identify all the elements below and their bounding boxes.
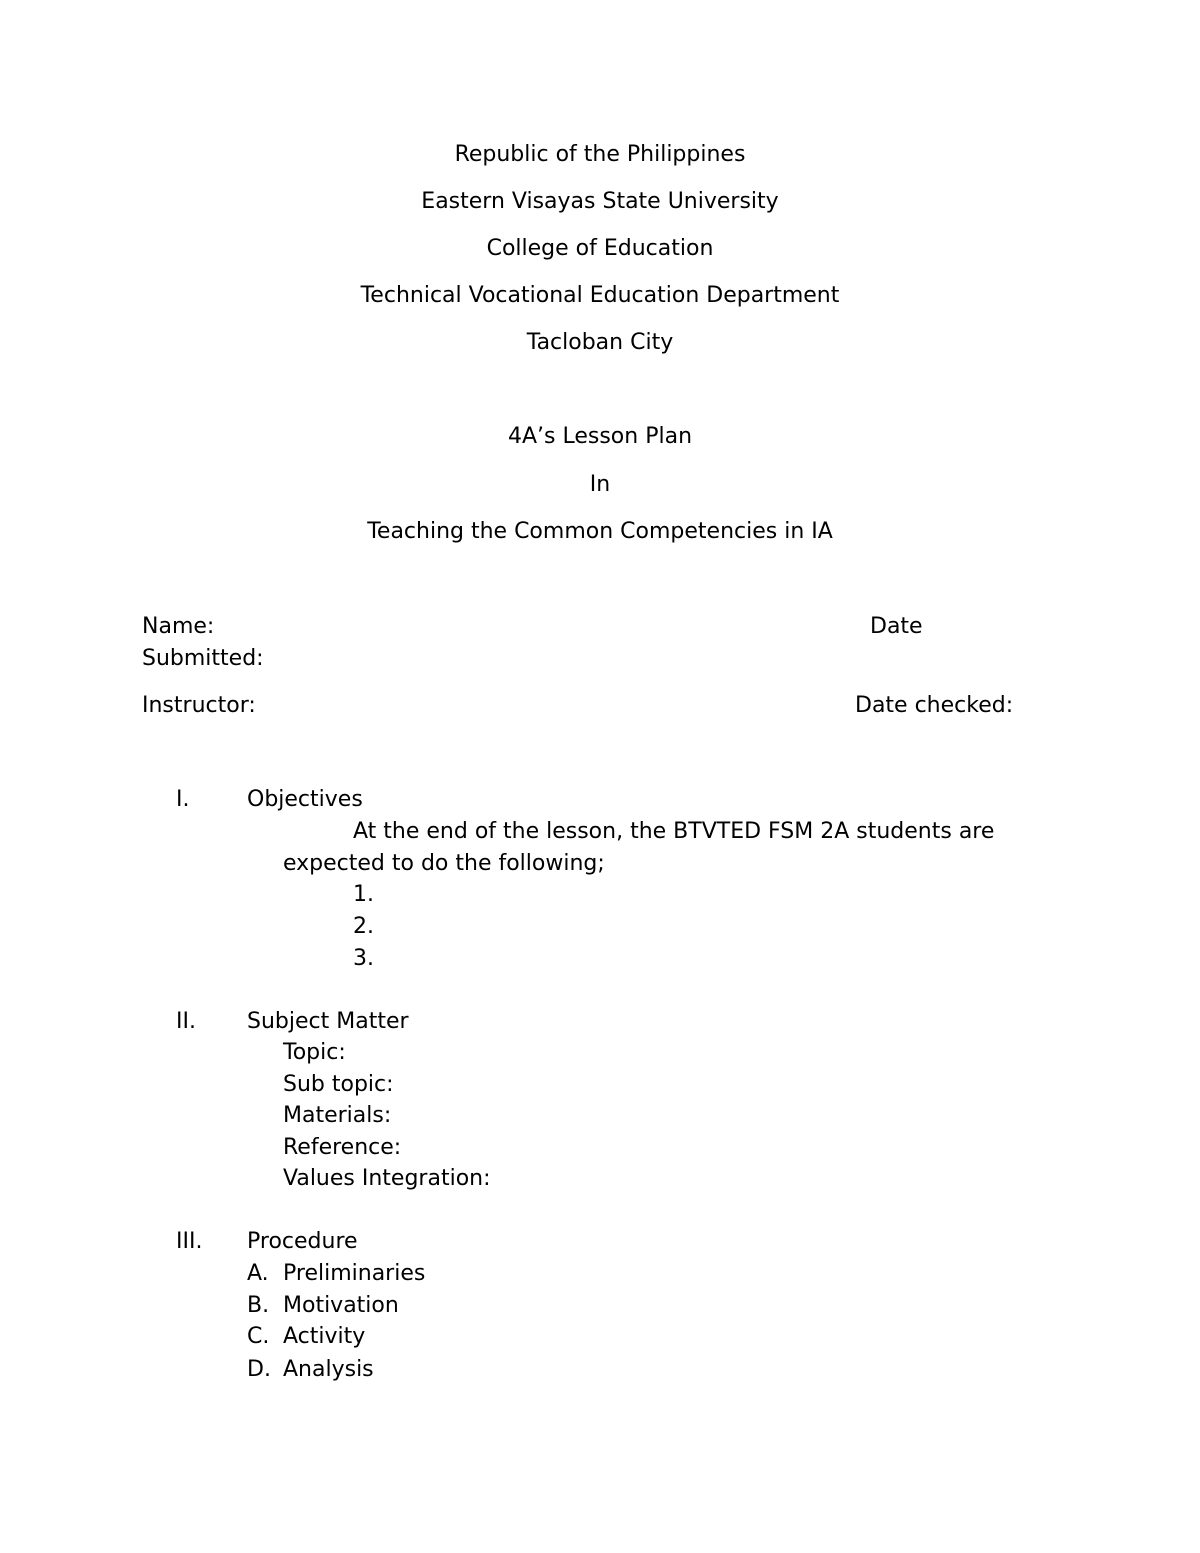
procedure-step-letter: C. — [247, 1324, 270, 1349]
lesson-plan-title-in: In — [589, 472, 611, 497]
header-department: Technical Vocational Education Department — [360, 283, 840, 308]
procedure-heading: Procedure — [247, 1229, 358, 1254]
subject-field-reference: Reference: — [283, 1135, 402, 1160]
header-republic: Republic of the Philippines — [454, 142, 746, 167]
procedure-step-letter: A. — [247, 1261, 269, 1286]
objectives-numeral: I. — [176, 787, 190, 812]
subject-field-topic: Topic: — [283, 1040, 346, 1065]
lesson-plan-title: 4A’s Lesson Plan — [507, 424, 693, 449]
lesson-plan-subject: Teaching the Common Competencies in IA — [367, 519, 833, 544]
procedure-step-letter: D. — [247, 1357, 271, 1382]
objectives-intro-line1: At the end of the lesson, the BTVTED FSM 2A students are — [353, 819, 995, 844]
objectives-intro-line2: expected to do the following; — [283, 851, 605, 876]
procedure-step-letter: B. — [247, 1293, 270, 1318]
objective-item: 1. — [353, 882, 374, 907]
objectives-heading: Objectives — [247, 787, 363, 812]
subject-matter-numeral: II. — [176, 1009, 196, 1034]
procedure-step-activity: Activity — [283, 1324, 366, 1349]
subject-field-subtopic: Sub topic: — [283, 1072, 394, 1097]
header-college: College of Education — [486, 236, 714, 261]
procedure-step-analysis: Analysis — [283, 1357, 374, 1382]
objective-item: 2. — [353, 914, 374, 939]
objective-item: 3. — [353, 946, 374, 971]
header-university: Eastern Visayas State University — [421, 189, 779, 214]
procedure-step-motivation: Motivation — [283, 1293, 399, 1318]
procedure-step-preliminaries: Preliminaries — [283, 1261, 426, 1286]
header-city: Tacloban City — [526, 330, 674, 355]
date-checked-label: Date checked: — [855, 693, 1014, 718]
date-submitted-label-part2: Submitted: — [142, 646, 264, 671]
subject-field-values: Values Integration: — [283, 1166, 491, 1191]
date-submitted-label-part1: Date — [870, 614, 923, 639]
name-label: Name: — [142, 614, 215, 639]
subject-matter-heading: Subject Matter — [247, 1009, 409, 1034]
procedure-numeral: III. — [176, 1229, 203, 1254]
instructor-label: Instructor: — [142, 693, 256, 718]
subject-field-materials: Materials: — [283, 1103, 392, 1128]
